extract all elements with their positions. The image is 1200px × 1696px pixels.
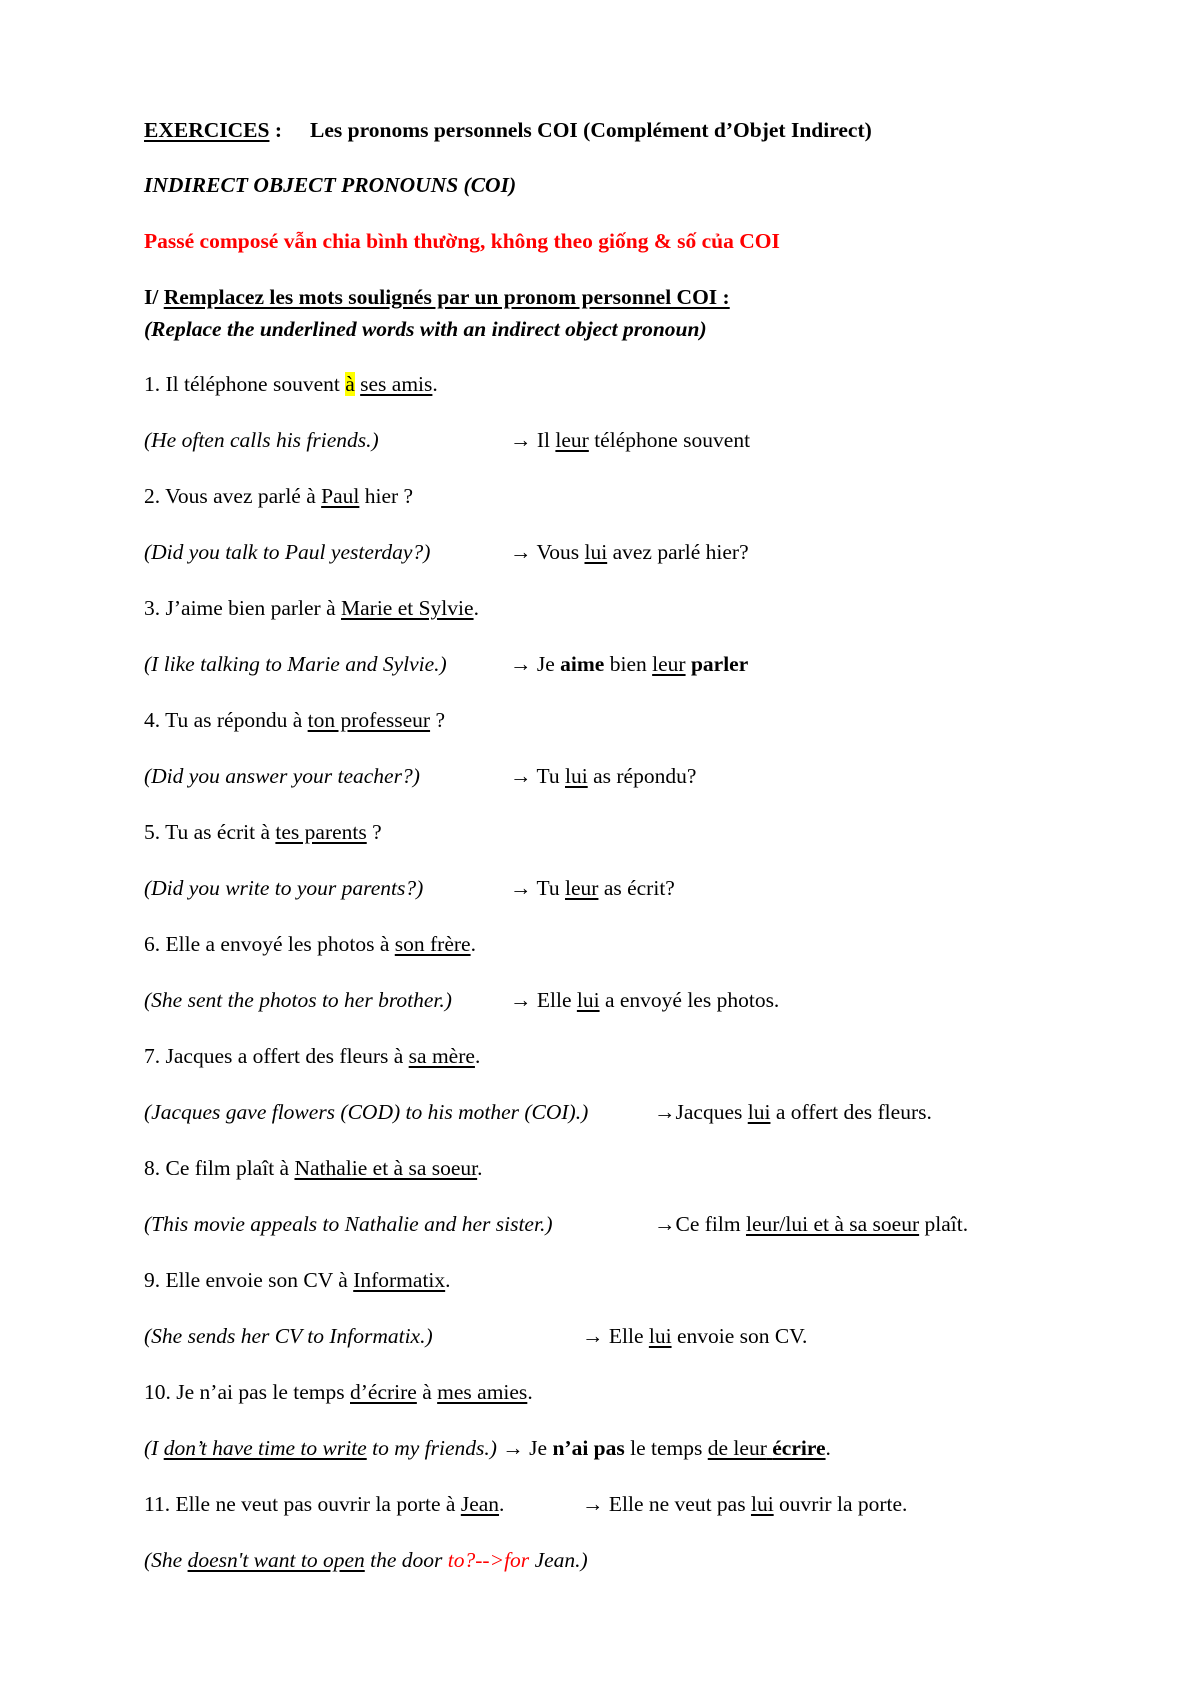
section-translation: (Replace the underlined words with an indirect object pronoun) (144, 317, 707, 341)
exercise-7-answer: →Jacques lui a offert des fleurs. (654, 1100, 932, 1124)
exercise-2-question: 2. Vous avez parlé à Paul hier ? (144, 484, 414, 508)
exercise-5-translation: (Did you write to your parents?) (144, 876, 424, 900)
arrow-icon: → (510, 764, 532, 788)
exercise-11-question: 11. Elle ne veut pas ouvrir la porte à Jean. (144, 1492, 505, 1516)
exercise-9-answer: → Elle lui envoie son CV. (582, 1324, 808, 1348)
arrow-icon: → (502, 1436, 524, 1460)
exercise-1-translation: (He often calls his friends.) (144, 428, 379, 452)
exercise-11-translation: (She doesn't want to open the door to?-->for Jean.) (144, 1548, 588, 1572)
arrow-icon: → (510, 876, 532, 900)
exercise-9-translation: (She sends her CV to Informatix.) (144, 1324, 433, 1348)
section-instruction: Remplacez les mots soulignés par un pronom personnel COI : (163, 285, 730, 309)
exercise-4-translation: (Did you answer your teacher?) (144, 764, 420, 788)
worksheet-subtitle: INDIRECT OBJECT PRONOUNS (COI) (144, 173, 517, 197)
exercise-6-translation: (She sent the photos to her brother.) (144, 988, 452, 1012)
arrow-icon: → (654, 1100, 676, 1124)
exercise-7-translation: (Jacques gave flowers (COD) to his mother (COI).) (144, 1100, 589, 1124)
exercise-3-question: 3. J’aime bien parler à Marie et Sylvie. (144, 596, 479, 620)
exercise-11-answer: → Elle ne veut pas lui ouvrir la porte. (582, 1492, 908, 1516)
grammar-note: Passé composé vẫn chia bình thường, không theo giống & số của COI (144, 229, 780, 253)
exercices-label: EXERCICES (144, 118, 270, 142)
exercise-2-answer: → Vous lui avez parlé hier? (510, 540, 749, 564)
exercise-9-question: 9. Elle envoie son CV à Informatix. (144, 1268, 451, 1292)
arrow-icon: → (582, 1492, 604, 1516)
exercise-4-question: 4. Tu as répondu à ton professeur ? (144, 708, 445, 732)
arrow-icon: → (510, 540, 532, 564)
exercise-6-answer: → Elle lui a envoyé les photos. (510, 988, 780, 1012)
exercise-1-question: 1. Il téléphone souvent à ses amis. (144, 372, 438, 396)
exercise-10-translation-answer: (I don’t have time to write to my friends.) → Je n’ai pas le temps de leur écrire. (144, 1436, 831, 1460)
exercise-2-translation: (Did you talk to Paul yesterday?) (144, 540, 431, 564)
exercise-6-question: 6. Elle a envoyé les photos à son frère. (144, 932, 476, 956)
highlighted-preposition: à (345, 372, 355, 396)
exercise-3-translation: (I like talking to Marie and Sylvie.) (144, 652, 447, 676)
arrow-icon: → (654, 1212, 676, 1236)
topic-title: Les pronoms personnels COI (Complément d’Objet Indirect) (310, 118, 872, 142)
worksheet-title: EXERCICES : Les pronoms personnels COI (Complément d’Objet Indirect) (144, 118, 872, 142)
exercise-5-question: 5. Tu as écrit à tes parents ? (144, 820, 382, 844)
section-heading: I/ Remplacez les mots soulignés par un pronom personnel COI : (144, 285, 730, 309)
correction-note: to?-->for (447, 1548, 530, 1572)
arrow-icon: → (510, 652, 532, 676)
exercise-4-answer: → Tu lui as répondu? (510, 764, 697, 788)
arrow-icon: → (582, 1324, 604, 1348)
exercise-1-answer: → Il leur téléphone souvent (510, 428, 751, 452)
exercise-8-translation: (This movie appeals to Nathalie and her sister.) (144, 1212, 553, 1236)
arrow-icon: → (510, 428, 532, 452)
exercise-8-answer: →Ce film leur/lui et à sa soeur plaît. (654, 1212, 969, 1236)
arrow-icon: → (510, 988, 532, 1012)
exercise-8-question: 8. Ce film plaît à Nathalie et à sa soeur. (144, 1156, 483, 1180)
exercise-10-question: 10. Je n’ai pas le temps d’écrire à mes amies. (144, 1380, 533, 1404)
exercise-5-answer: → Tu leur as écrit? (510, 876, 675, 900)
exercise-3-answer: → Je aime bien leur parler (510, 652, 749, 676)
exercise-7-question: 7. Jacques a offert des fleurs à sa mère. (144, 1044, 481, 1068)
